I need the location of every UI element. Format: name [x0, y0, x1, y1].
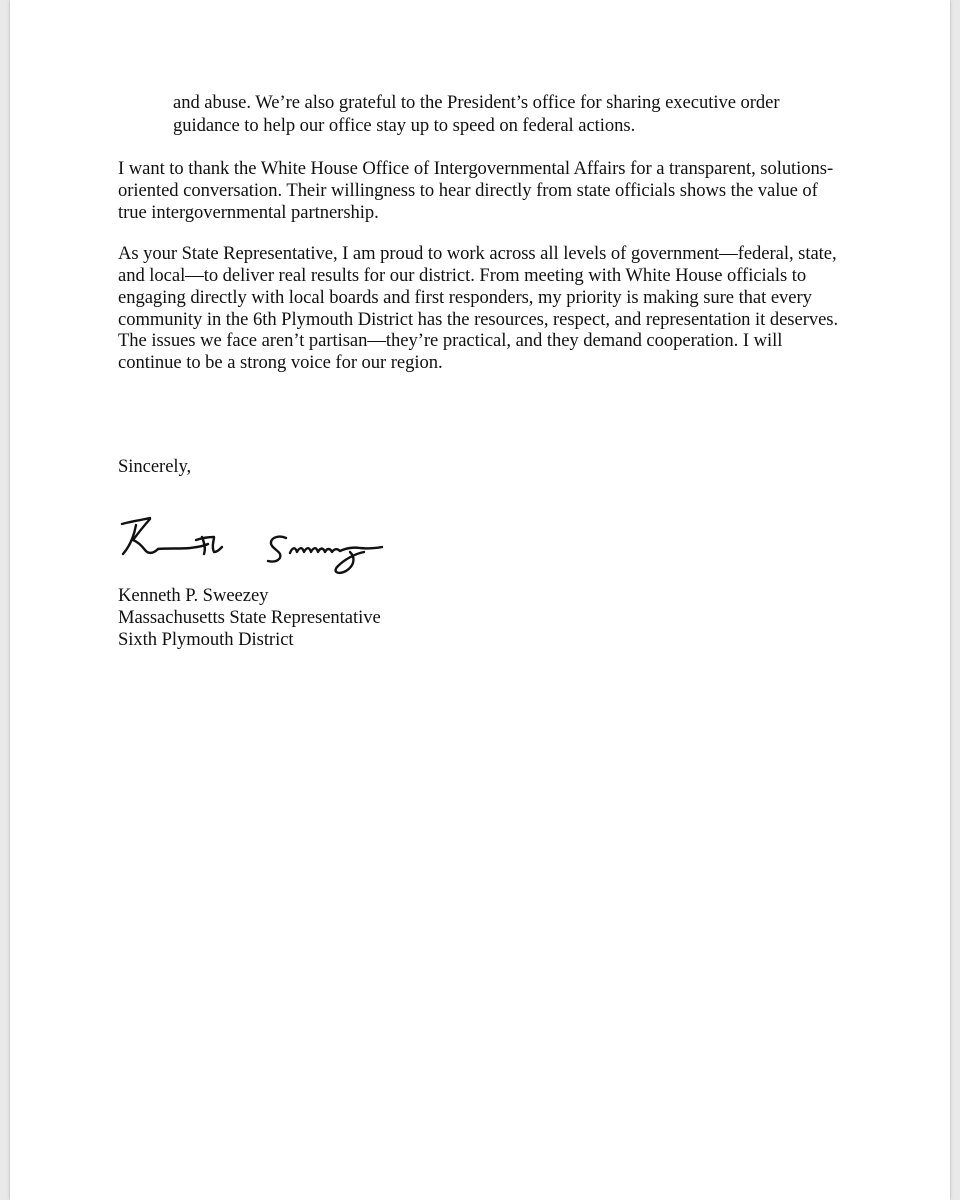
signature-drawing — [118, 508, 398, 590]
representative-line-1: As your State Representative, I am proud to work across all levels of government—federal, state, — [118, 243, 837, 264]
signer-district: Sixth Plymouth District — [118, 629, 294, 650]
handwritten-signature — [118, 508, 398, 590]
representative-line-3: engaging directly with local boards and first responders, my priority is making sure that every — [118, 287, 812, 308]
letter-page — [10, 0, 950, 1200]
representative-line-4: community in the 6th Plymouth District has the resources, respect, and representation it deserves. — [118, 309, 839, 330]
signer-title: Massachusetts State Representative — [118, 607, 381, 628]
continuation-line-1: and abuse. We’re also grateful to the President’s office for sharing executive order — [173, 92, 780, 113]
thanks-line-2: oriented conversation. Their willingness to hear directly from state officials shows the value of — [118, 180, 818, 201]
representative-line-5: The issues we face aren’t partisan—they’re practical, and they demand cooperation. I will — [118, 330, 783, 351]
continuation-line-2: guidance to help our office stay up to speed on federal actions. — [173, 115, 636, 136]
representative-line-2: and local—to deliver real results for our district. From meeting with White House officials to — [118, 265, 807, 286]
closing-salutation: Sincerely, — [118, 456, 192, 477]
signer-name: Kenneth P. Sweezey — [118, 585, 269, 606]
representative-line-6: continue to be a strong voice for our region. — [118, 352, 443, 373]
thanks-line-1: I want to thank the White House Office of Intergovernmental Affairs for a transparent, solutions- — [118, 158, 834, 179]
thanks-line-3: true intergovernmental partnership. — [118, 202, 379, 223]
